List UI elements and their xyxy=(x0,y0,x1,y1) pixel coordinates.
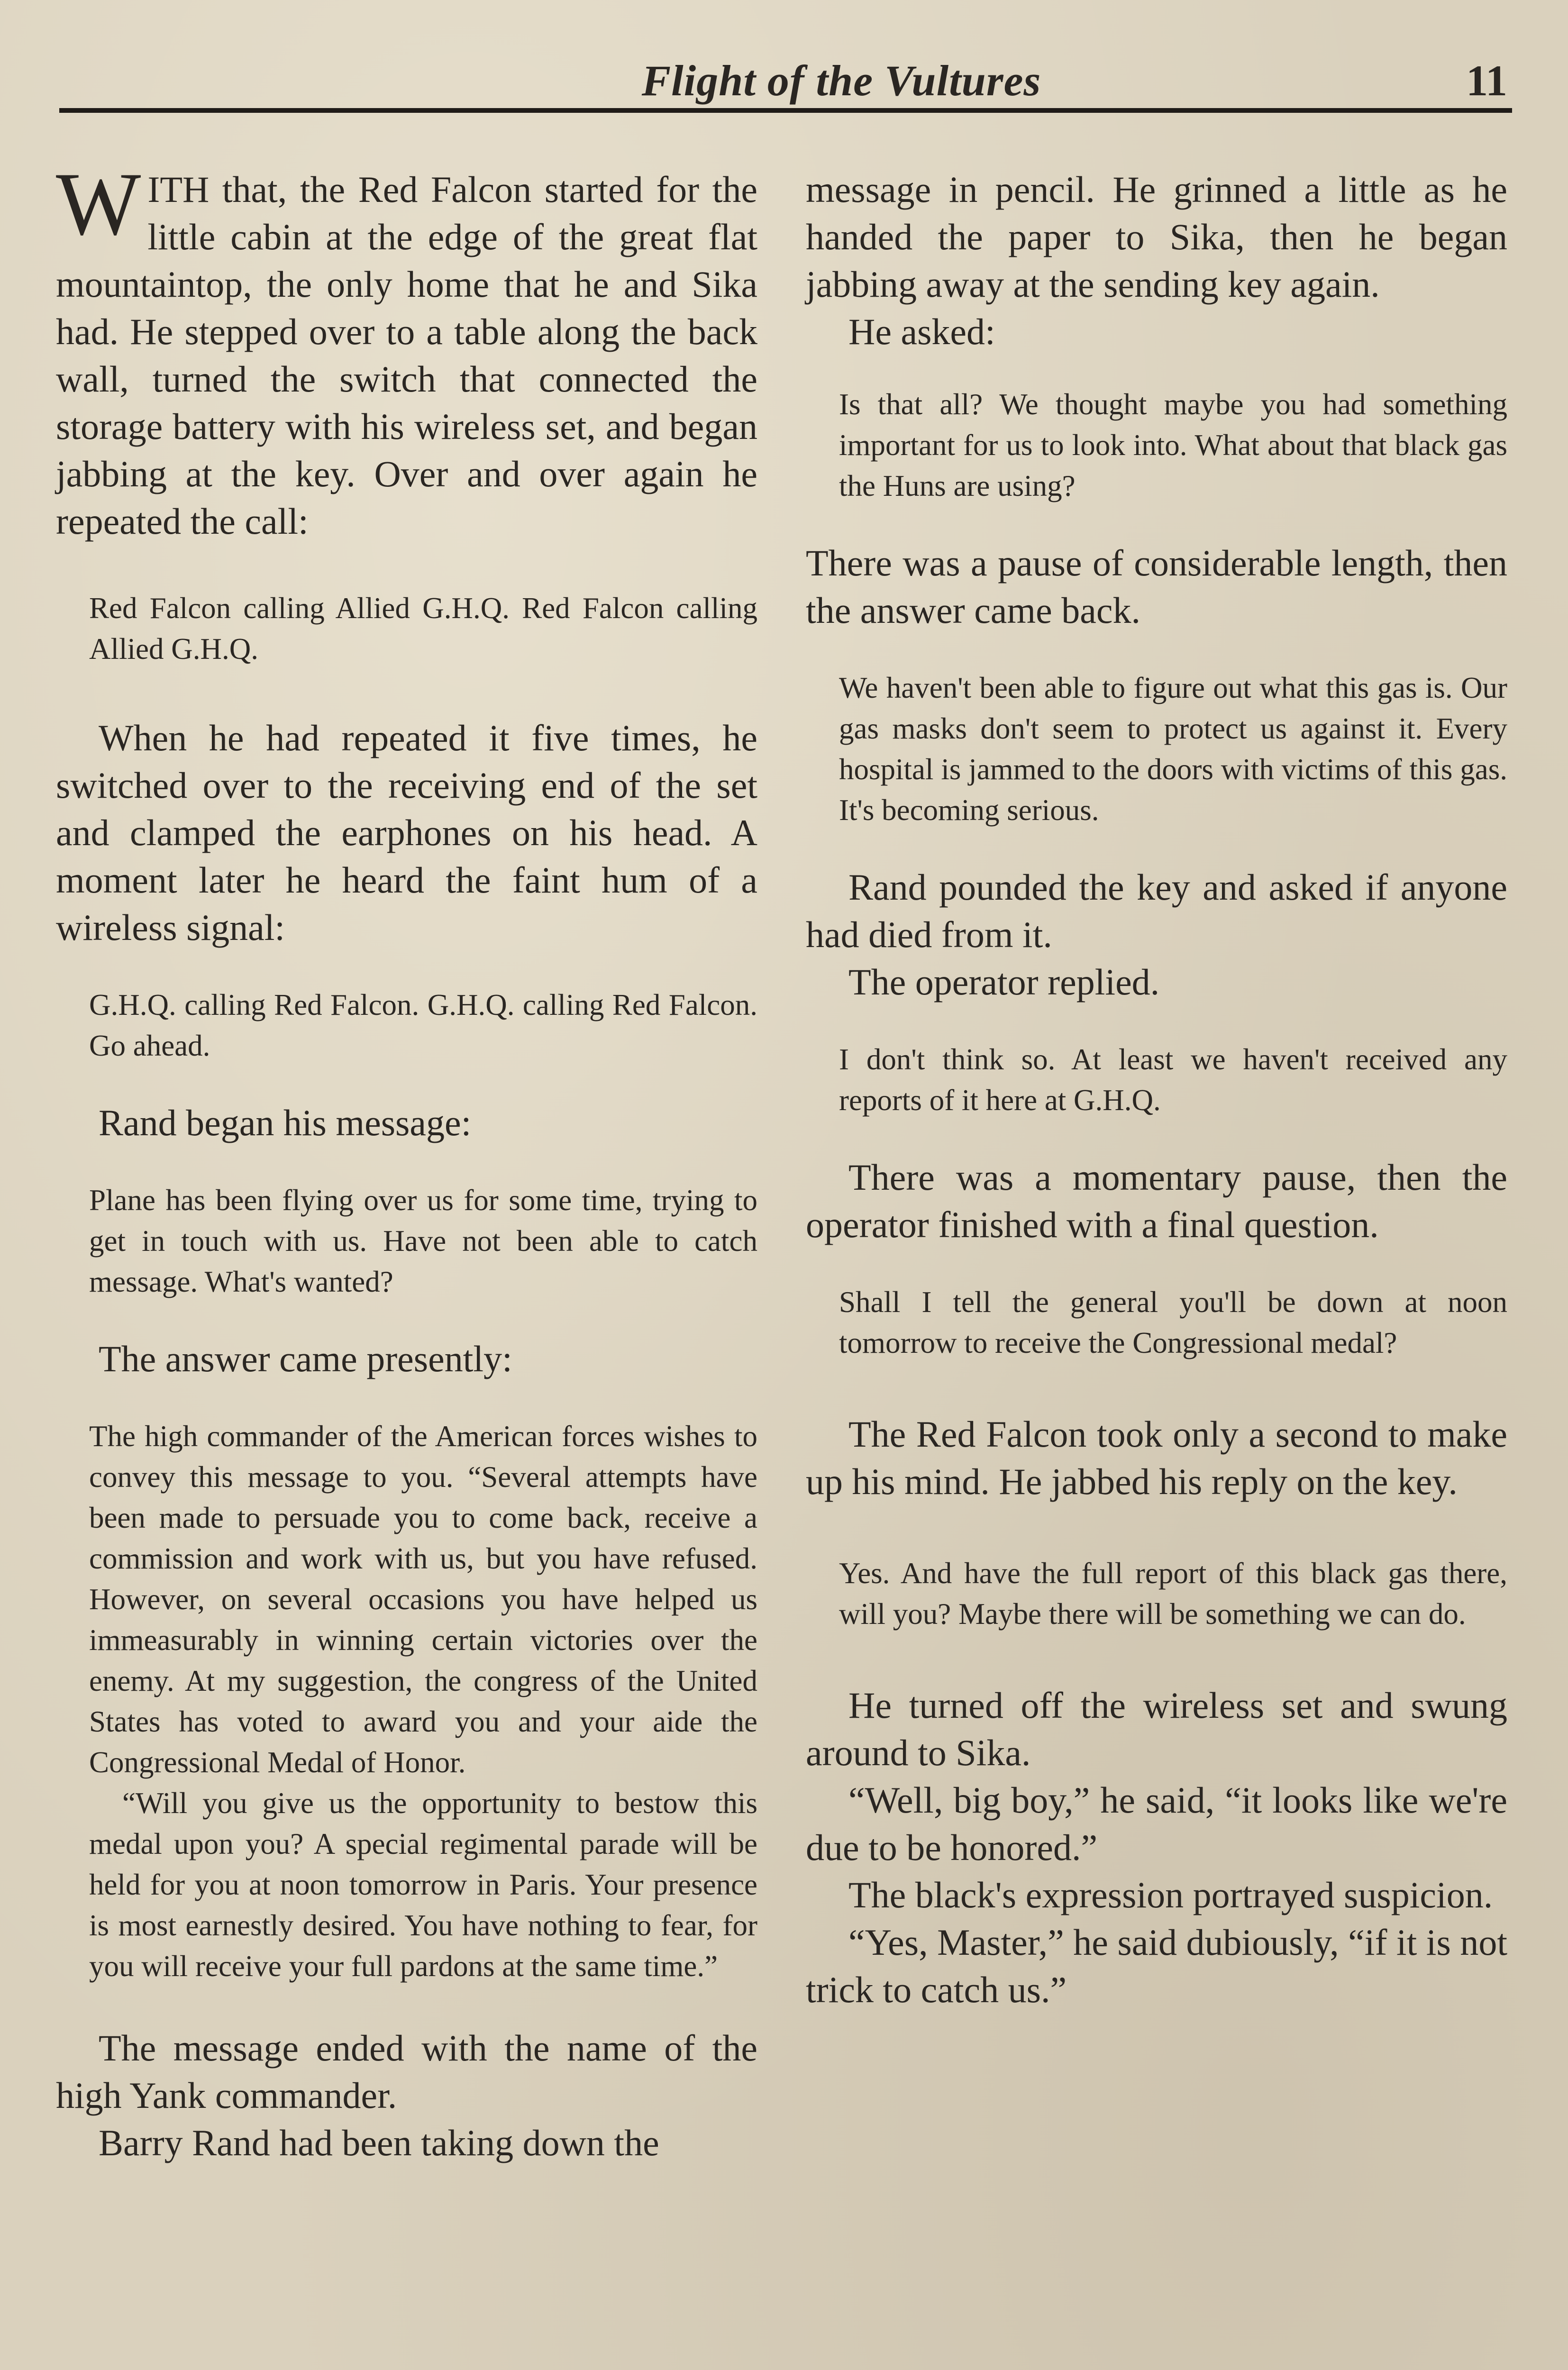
paragraph: Barry Rand had been taking down the xyxy=(99,2122,659,2163)
drop-cap: W xyxy=(56,155,141,254)
header-rule xyxy=(59,108,1512,113)
wireless-message: Is that all? We thought maybe you had something important for us to look into. What about that black gas the Huns are using? xyxy=(839,388,1507,502)
wireless-message: We haven't been able to figure out what this gas is. Our gas masks don't seem to protect us against it. Every hospital is jammed to the doors with victims of this gas. It's becoming serious. xyxy=(839,671,1507,827)
wireless-message: G.H.Q. calling Red Falcon. G.H.Q. calling Red Falcon. Go ahead. xyxy=(89,988,757,1062)
left-column xyxy=(56,155,757,2167)
running-title: Flight of the Vultures xyxy=(641,56,1041,105)
opening-paragraph xyxy=(56,155,757,545)
wireless-message: Yes. And have the full report of this black gas there, will you? Maybe there will be something we can do. xyxy=(839,1557,1507,1631)
paragraph: The answer came presently: xyxy=(99,1338,512,1379)
right-column xyxy=(806,166,1507,2014)
wireless-message: Red Falcon calling Allied G.H.Q. Red Falcon calling Allied G.H.Q. xyxy=(89,592,757,665)
opening-paragraph-text: ITH that, the Red Falcon started for the little cabin at the edge of the great flat mountaintop, the only home that he and Sika had. He stepped over to a table along the back wall, turned the switch that connected the storage battery with his wireless set, and began jabbing at the key. Over and over again he repeated the call: xyxy=(56,169,757,542)
paragraph: He asked: xyxy=(848,311,995,352)
paragraph: He turned off the wireless set and swung around to Sika. xyxy=(806,1685,1507,1773)
wireless-message: The high commander of the American forces wishes to convey this message to you. “Several attempts have been made to persuade you to come back, receive a commission and work with us, but you have refused. However, on several occasions you have helped us immeasurably in winning certain victories over the enemy. At my suggestion, the congress of the United States has voted to award you and your aide the Congressional Medal of Honor. xyxy=(89,1420,757,1779)
paragraph: There was a momentary pause, then the operator finished with a final question. xyxy=(806,1157,1507,1245)
paragraph: The black's expression portrayed suspicion. xyxy=(848,1874,1493,1915)
wireless-message: “Will you give us the opportunity to bestow this medal upon you? A special regimental parade will be held for you at noon tomorrow in Paris. Your presence is most earnestly desired. You have nothing to fear, for you will receive your full pardons at the same time.” xyxy=(89,1787,757,1983)
wireless-message: Plane has been flying over us for some time, trying to get in touch with us. Have not been able to catch message. What's wanted? xyxy=(89,1184,757,1298)
paragraph: When he had repeated it five times, he switched over to the receiving end of the set and clamped the earphones on his head. A moment later he heard the faint hum of a wireless signal: xyxy=(56,717,757,948)
running-header xyxy=(59,52,1512,109)
paragraph: The operator replied. xyxy=(848,961,1160,1003)
paragraph: The message ended with the name of the high Yank commander. xyxy=(56,2027,757,2116)
paragraph: There was a pause of considerable length, then the answer came back. xyxy=(806,542,1507,631)
paragraph: Rand began his message: xyxy=(99,1102,472,1143)
wireless-message: I don't think so. At least we haven't received any reports of it here at G.H.Q. xyxy=(839,1043,1507,1117)
paragraph: “Well, big boy,” he said, “it looks like we're due to be honored.” xyxy=(806,1779,1507,1868)
paragraph: The Red Falcon took only a second to make up his mind. He jabbed his reply on the key. xyxy=(806,1413,1507,1502)
paragraph: Rand pounded the key and asked if anyone had died from it. xyxy=(806,866,1507,955)
page-number: 11 xyxy=(1466,56,1507,105)
paragraph: “Yes, Master,” he said dubiously, “if it is not trick to catch us.” xyxy=(806,1922,1507,2010)
wireless-message: Shall I tell the general you'll be down at noon tomorrow to receive the Congressional medal? xyxy=(839,1285,1507,1359)
paragraph: message in pencil. He grinned a little as he handed the paper to Sika, then he began jabbing away at the sending key again. xyxy=(806,169,1507,305)
